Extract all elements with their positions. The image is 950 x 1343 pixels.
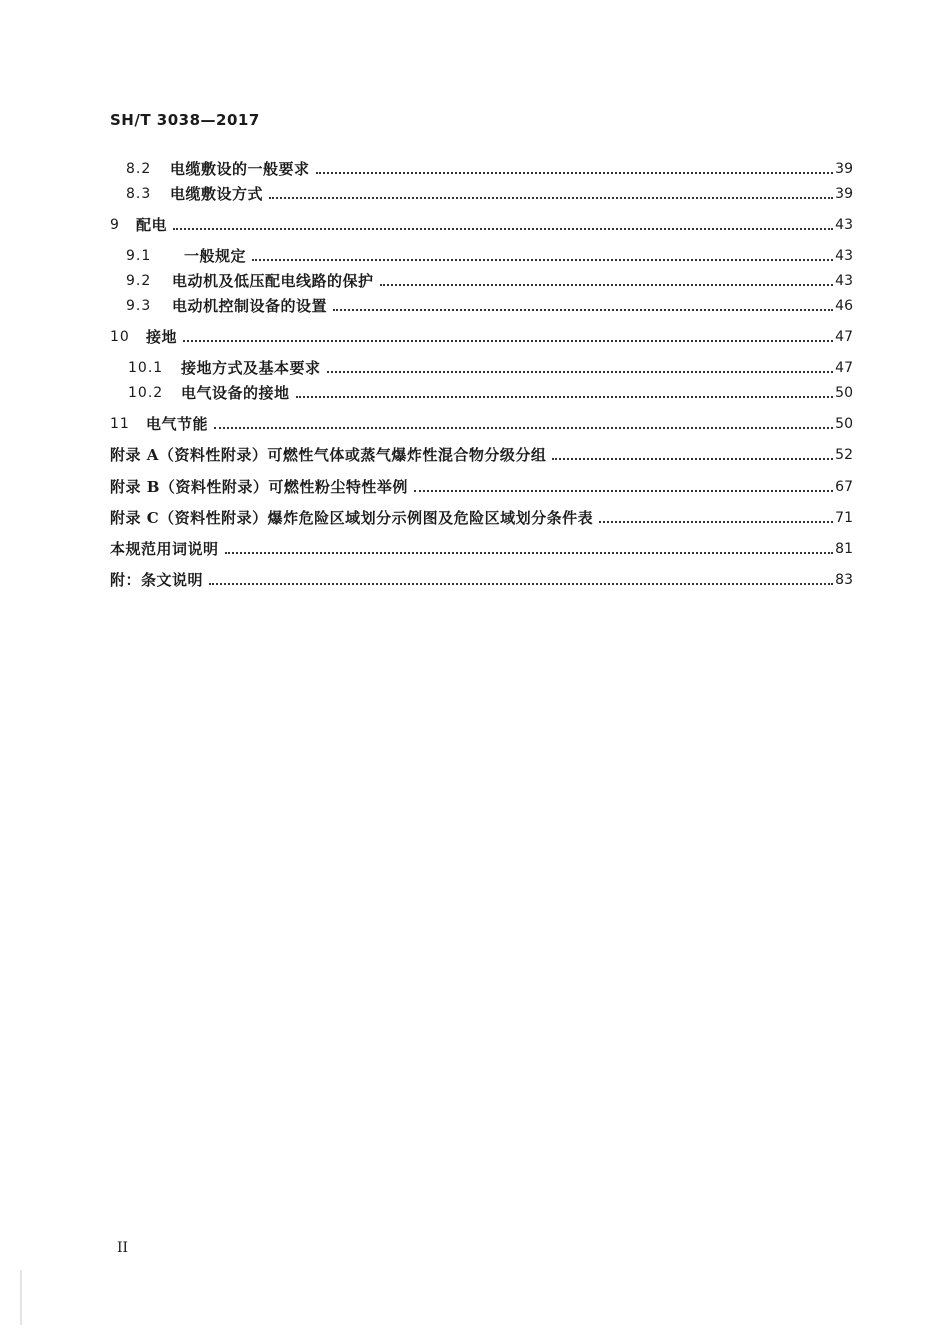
scan-edge-mark	[20, 1270, 22, 1325]
toc-entry-11[interactable]	[110, 412, 853, 434]
toc-entry-9-1[interactable]	[126, 244, 853, 266]
toc-entry-8-3[interactable]	[126, 182, 853, 204]
toc-title: 附录 A（资料性附录）可燃性气体或蒸气爆炸性混合物分级分组	[110, 446, 547, 464]
toc-title: 电动机控制设备的设置	[172, 297, 328, 315]
toc-leader-dots	[296, 395, 834, 398]
toc-leader-dots	[225, 551, 834, 554]
toc-page-number: 39	[835, 161, 853, 177]
toc-title: 电缆敷设方式	[170, 185, 264, 203]
toc-number: 9.3	[126, 298, 152, 314]
toc-leader-dots	[269, 196, 833, 199]
toc-number: 9	[110, 217, 120, 233]
toc-entry-clause-explanation[interactable]	[110, 568, 853, 590]
toc-entry-9-2[interactable]	[126, 269, 853, 291]
toc-number: 10.2	[128, 385, 164, 401]
toc-leader-dots	[316, 171, 834, 174]
toc-page-number: 67	[835, 479, 853, 495]
toc-title: 电气设备的接地	[181, 384, 290, 402]
toc-number: 9.1	[126, 248, 152, 264]
toc-title: 接地	[146, 328, 178, 346]
toc-leader-dots	[252, 258, 833, 261]
toc-page-number: 43	[835, 217, 853, 233]
toc-number: 11	[110, 416, 130, 432]
toc-entry-10-2[interactable]	[128, 381, 853, 403]
toc-page-number: 47	[835, 329, 853, 345]
toc-page-number: 43	[835, 248, 853, 264]
toc-page-number: 46	[835, 298, 853, 314]
toc-page-number: 52	[835, 447, 853, 463]
toc-leader-dots	[333, 308, 833, 311]
document-code: SH/T 3038—2017	[110, 111, 260, 129]
toc-title: 电气节能	[146, 415, 209, 433]
toc-title: 配电	[136, 216, 168, 234]
footer-page-number: II	[117, 1240, 129, 1256]
toc-number: 8.2	[126, 161, 152, 177]
toc-page-number: 50	[835, 416, 853, 432]
toc-leader-dots	[183, 339, 833, 342]
toc-entry-usage-terms[interactable]	[110, 537, 853, 559]
toc-entry-9-3[interactable]	[126, 294, 853, 316]
toc-page-number: 81	[835, 541, 853, 557]
toc-page-number: 47	[835, 360, 853, 376]
toc-leader-dots	[599, 520, 833, 523]
toc-leader-dots	[552, 457, 833, 460]
toc-number: 8.3	[126, 186, 152, 202]
toc-leader-dots	[327, 370, 834, 373]
toc-leader-dots	[414, 489, 833, 492]
toc-entry-9[interactable]	[110, 213, 853, 235]
toc-entry-appendix-c[interactable]	[110, 506, 853, 528]
toc-entry-10[interactable]	[110, 325, 853, 347]
toc-number: 9.2	[126, 273, 152, 289]
toc-title: 一般规定	[184, 247, 247, 265]
toc-entry-appendix-a[interactable]	[110, 443, 853, 465]
toc-leader-dots	[209, 582, 833, 585]
toc-title: 附：条文说明	[110, 571, 204, 589]
toc-title: 本规范用词说明	[110, 540, 219, 558]
toc-entry-appendix-b[interactable]	[110, 475, 853, 497]
toc-number: 10	[110, 329, 130, 345]
toc-leader-dots	[214, 426, 833, 429]
toc-title: 电动机及低压配电线路的保护	[172, 272, 374, 290]
toc-title: 接地方式及基本要求	[181, 359, 321, 377]
toc-title: 附录 C（资料性附录）爆炸危险区域划分示例图及危险区域划分条件表	[110, 509, 594, 527]
toc-title: 附录 B（资料性附录）可燃性粉尘特性举例	[110, 478, 408, 496]
toc-leader-dots	[173, 227, 833, 230]
toc-entry-8-2[interactable]	[126, 157, 853, 179]
toc-page-number: 71	[835, 510, 853, 526]
toc-page-number: 39	[835, 186, 853, 202]
toc-title: 电缆敷设的一般要求	[170, 160, 310, 178]
toc-page-number: 43	[835, 273, 853, 289]
toc-number: 10.1	[128, 360, 164, 376]
toc-entry-10-1[interactable]	[128, 356, 853, 378]
toc-page-number: 50	[835, 385, 853, 401]
toc-page-number: 83	[835, 572, 853, 588]
toc-leader-dots	[380, 283, 834, 286]
